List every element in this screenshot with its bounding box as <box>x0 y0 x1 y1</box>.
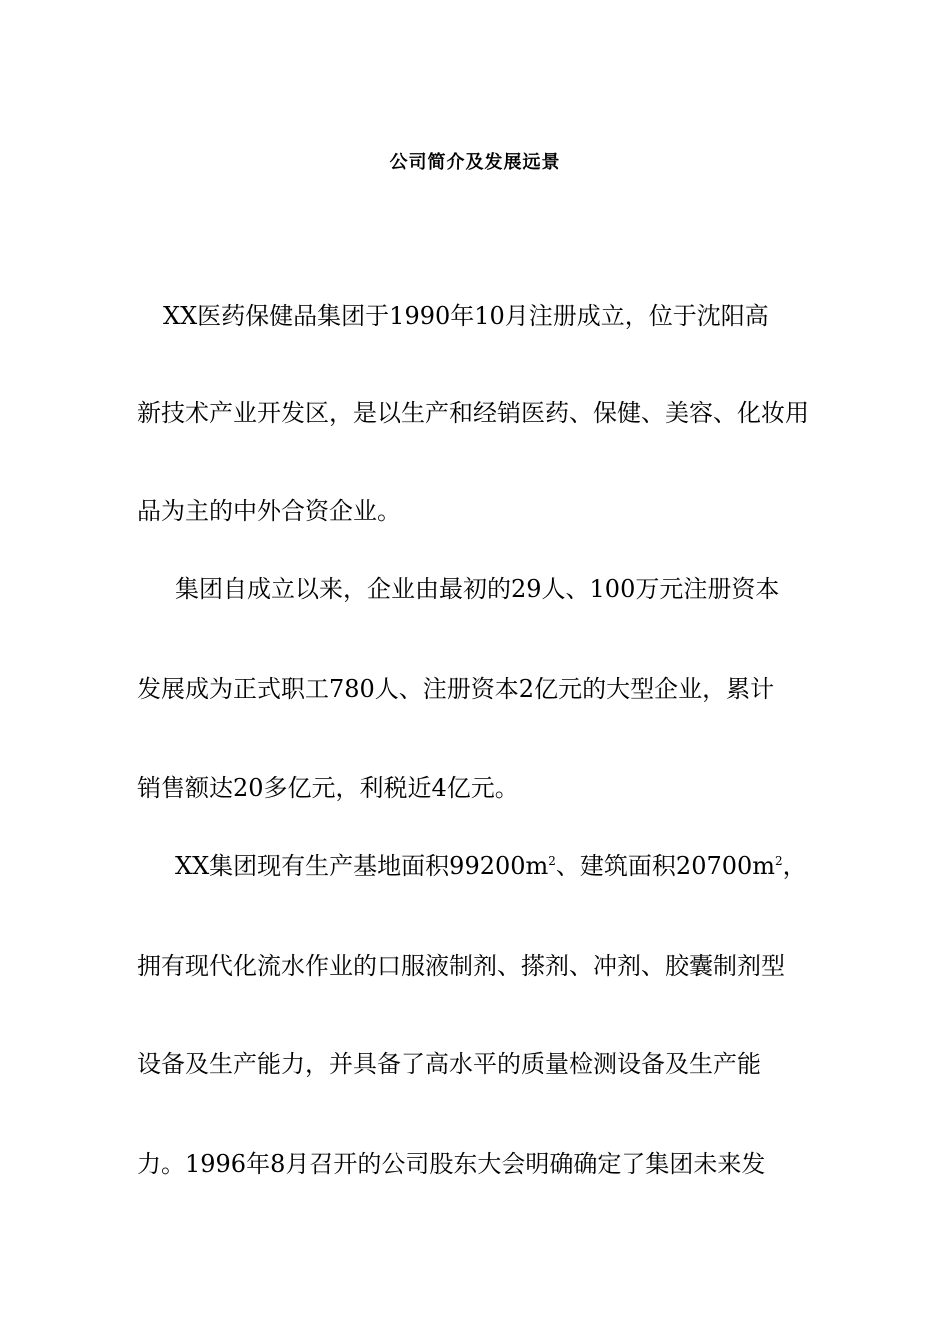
paragraph-2-line-3: 销售额达20多亿元，利税近4亿元。 <box>137 774 519 802</box>
document-title: 公司简介及发展远景 <box>389 152 561 173</box>
paragraph-3-line-4: 力。1996年8月召开的公司股东大会明确确定了集团未来发 <box>137 1150 766 1178</box>
paragraph-3-text-b: 、建筑面积20700m <box>555 852 776 880</box>
paragraph-3-line-3: 设备及生产能力，并具备了高水平的质量检测设备及生产能 <box>137 1050 761 1078</box>
paragraph-3-text-c: ， <box>782 852 807 880</box>
paragraph-1-line-1: XX医药保健品集团于1990年10月注册成立，位于沈阳高 <box>163 302 769 330</box>
paragraph-3-line-1 <box>137 850 855 882</box>
superscript-1: 2 <box>548 854 556 868</box>
paragraph-1-line-3: 品为主的中外合资企业。 <box>137 497 401 525</box>
paragraph-3-text-a: XX集团现有生产基地面积99200m <box>175 852 549 880</box>
paragraph-2-line-2: 发展成为正式职工780人、注册资本2亿元的大型企业，累计 <box>137 675 775 703</box>
paragraph-2-line-1: 集团自成立以来，企业由最初的29人、100万元注册资本 <box>175 575 780 603</box>
paragraph-3-line-2: 拥有现代化流水作业的口服液制剂、搽剂、冲剂、胶囊制剂型 <box>137 952 785 980</box>
superscript-2: 2 <box>775 854 783 868</box>
paragraph-1-line-2: 新技术产业开发区，是以生产和经销医药、保健、美容、化妆用 <box>137 399 809 427</box>
